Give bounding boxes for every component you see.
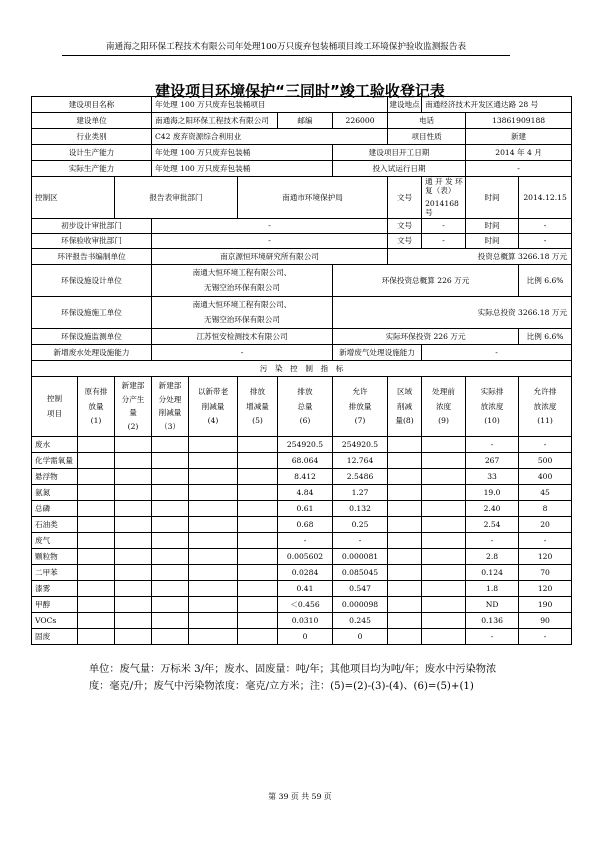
- cell-empty: [388, 436, 422, 452]
- label-prelim-time: 时间: [466, 218, 519, 233]
- cell-empty: [152, 516, 189, 532]
- cell-empty: [189, 564, 238, 580]
- label-location: 建设地点: [388, 97, 422, 113]
- cell-total: 0.68: [278, 516, 333, 532]
- col-header: 原有排 放量 (1): [78, 376, 115, 436]
- value-project-name: 年处理 100 万只废弃包装桶项目: [152, 97, 388, 113]
- label-facility-build-unit: 环保设施施工单位: [32, 296, 152, 328]
- label-accept-doc: 文号: [388, 233, 422, 248]
- value-facility-build-unit: [152, 296, 333, 328]
- label-design-capacity: 设计生产能力: [32, 145, 152, 161]
- cell-total: 0.005602: [278, 548, 333, 564]
- cell-empty: [388, 564, 422, 580]
- cell-empty: [422, 500, 466, 516]
- cell-empty: [115, 564, 152, 580]
- cell-empty: [115, 548, 152, 564]
- form-title: 建设项目环境保护“三同时”竣工验收登记表: [155, 82, 445, 100]
- cell-empty: [189, 468, 238, 484]
- cell-item: 化学需氧量: [32, 452, 78, 468]
- label-unit: 建设单位: [32, 113, 152, 129]
- cell-conc: -: [466, 628, 519, 644]
- cell-conc: 1.8: [466, 580, 519, 596]
- cell-empty: [238, 564, 278, 580]
- cell-limit: 500: [519, 452, 572, 468]
- label-trial-date: 投入试运行日期: [333, 161, 466, 177]
- notes-line2: 度：毫克/升；废气中污染物浓度：毫克/立方米；注：(5)=(2)-(3)-(4)、(6)=(5)+(1): [89, 681, 474, 692]
- cell-conc: -: [466, 532, 519, 548]
- cell-empty: [189, 580, 238, 596]
- cell-item: 石油类: [32, 516, 78, 532]
- pollutant-row: [32, 516, 572, 532]
- cell-item: 甲醇: [32, 596, 78, 612]
- doc-no-line2: 2014168 号: [425, 198, 459, 218]
- cell-empty: [78, 628, 115, 644]
- cell-empty: [238, 484, 278, 500]
- cell-empty: [388, 484, 422, 500]
- doc-no-line1: 通 开 发 环 复（表）: [425, 177, 463, 196]
- pollutant-row: [32, 580, 572, 596]
- cell-empty: [115, 452, 152, 468]
- cell-empty: [388, 452, 422, 468]
- cell-limit: -: [519, 436, 572, 452]
- cell-empty: [78, 564, 115, 580]
- cell-limit: 120: [519, 548, 572, 564]
- cell-empty: [78, 548, 115, 564]
- cell-item: 固废: [32, 628, 78, 644]
- cell-empty: [152, 484, 189, 500]
- page-header: 南通海之阳环保工程技术有限公司年处理100万只废弃包装桶项目竣工环境保护验收监测报告表: [62, 40, 510, 56]
- pollutant-row: [32, 612, 572, 628]
- pollution-header: 污 染 控 制 指 标: [32, 360, 572, 376]
- value-ratio-budget: 比例 6.6%: [519, 264, 572, 296]
- cell-allow: 0.132: [333, 500, 388, 516]
- cell-conc: 0.136: [466, 612, 519, 628]
- cell-conc: 2.54: [466, 516, 519, 532]
- cell-total: 0.61: [278, 500, 333, 516]
- cell-empty: [422, 436, 466, 452]
- cell-empty: [238, 532, 278, 548]
- value-ratio-actual: 比例 6.6%: [519, 328, 572, 344]
- pollutant-row: [32, 532, 572, 548]
- col-header: 区域 削减 量(8): [388, 376, 422, 436]
- label-phone: 电话: [388, 113, 466, 129]
- col-header: 控制 项目: [32, 376, 78, 436]
- cell-allow: 0.085045: [333, 564, 388, 580]
- cell-empty: [115, 500, 152, 516]
- value-unit: 南通海之阳环保工程技术有限公司: [152, 113, 278, 129]
- label-new-water: 新增废水处理设施能力: [32, 344, 152, 360]
- cell-item: 总磷: [32, 500, 78, 516]
- cell-limit: 190: [519, 596, 572, 612]
- label-report-dept: 报告表审批部门: [115, 177, 238, 219]
- value-accept-dept: -: [152, 233, 388, 248]
- cell-item: 废水: [32, 436, 78, 452]
- cell-empty: [238, 580, 278, 596]
- pollutant-row: [32, 484, 572, 500]
- label-prelim-dept: 初步设计审批部门: [32, 218, 152, 233]
- cell-item: 漆雾: [32, 580, 78, 596]
- cell-empty: [238, 548, 278, 564]
- cell-empty: [388, 468, 422, 484]
- value-postcode: 226000: [333, 113, 388, 129]
- col-header: 允许排 放浓度 (11): [519, 376, 572, 436]
- label-project-name: 建设项目名称: [32, 97, 152, 113]
- cell-allow: 254920.5: [333, 436, 388, 452]
- value-actual-env-invest: 实际环保投资 226 万元: [333, 328, 519, 344]
- cell-empty: [189, 452, 238, 468]
- cell-conc: 2.8: [466, 548, 519, 564]
- cell-limit: 45: [519, 484, 572, 500]
- cell-empty: [115, 628, 152, 644]
- label-eia-unit: 环评报告书编制单位: [32, 248, 152, 264]
- cell-empty: [152, 548, 189, 564]
- pollutant-row: [32, 564, 572, 580]
- cell-item: 氨氮: [32, 484, 78, 500]
- cell-empty: [78, 612, 115, 628]
- value-facility-design-unit: [152, 264, 333, 296]
- label-control-area: 控制区: [32, 177, 115, 219]
- col-header: 允许 排放量 (7): [333, 376, 388, 436]
- cell-item: 废气: [32, 532, 78, 548]
- cell-conc: 2.40: [466, 500, 519, 516]
- pollution-rows: [32, 436, 572, 644]
- cell-empty: [388, 612, 422, 628]
- value-report-dept: 南通市环境保护局: [238, 177, 388, 219]
- cell-allow: 0.245: [333, 612, 388, 628]
- value-location: 南通经济技术开发区通达路 28 号: [422, 97, 572, 113]
- label-accept-dept: 环保验收审批部门: [32, 233, 152, 248]
- unit-notes: [89, 661, 549, 695]
- cell-empty: [238, 596, 278, 612]
- cell-empty: [422, 596, 466, 612]
- notes-line1: 单位：废气量：万标米 3/年；废水、固废量：吨/年；其他项目均为吨/年；废水中污染物浓: [89, 664, 497, 675]
- cell-empty: [152, 564, 189, 580]
- cell-empty: [238, 452, 278, 468]
- cell-empty: [388, 516, 422, 532]
- value-new-gas: -: [422, 344, 572, 360]
- value-actual-invest: 实际总投资 3266.18 万元: [333, 296, 572, 328]
- cell-allow: 0.25: [333, 516, 388, 532]
- cell-empty: [152, 436, 189, 452]
- cell-empty: [422, 628, 466, 644]
- col-header: 新建部 分产生 量 (2): [115, 376, 152, 436]
- cell-empty: [422, 612, 466, 628]
- label-prelim-doc: 文号: [388, 218, 422, 233]
- pollutant-row: [32, 436, 572, 452]
- cell-total: 0.0284: [278, 564, 333, 580]
- col-header: 排放 增减量 (5): [238, 376, 278, 436]
- cell-empty: [422, 564, 466, 580]
- cell-empty: [238, 436, 278, 452]
- cell-allow: 0.000098: [333, 596, 388, 612]
- value-eia-unit: 南京源恒环境研究所有限公司: [152, 248, 388, 264]
- cell-limit: -: [519, 532, 572, 548]
- cell-empty: [388, 628, 422, 644]
- cell-limit: 90: [519, 612, 572, 628]
- cell-empty: [115, 580, 152, 596]
- cell-empty: [115, 596, 152, 612]
- value-design-capacity: 年处理 100 万只废弃包装桶: [152, 145, 333, 161]
- pollutant-row: [32, 628, 572, 644]
- value-prelim-time: -: [519, 218, 572, 233]
- cell-empty: [78, 532, 115, 548]
- cell-empty: [422, 532, 466, 548]
- cell-item: 悬浮物: [32, 468, 78, 484]
- cell-empty: [152, 596, 189, 612]
- cell-limit: 8: [519, 500, 572, 516]
- cell-empty: [78, 580, 115, 596]
- value-env-invest-budget: 环保投资总概算 226 万元: [333, 264, 519, 296]
- cell-empty: [152, 468, 189, 484]
- cell-total: 0.41: [278, 580, 333, 596]
- cell-empty: [78, 516, 115, 532]
- cell-limit: -: [519, 628, 572, 644]
- cell-empty: [189, 484, 238, 500]
- cell-empty: [78, 596, 115, 612]
- cell-empty: [115, 516, 152, 532]
- cell-conc: 33: [466, 468, 519, 484]
- col-header: 以新带老 削减量 (4): [189, 376, 238, 436]
- value-new-water: -: [152, 344, 333, 360]
- cell-total: 8.412: [278, 468, 333, 484]
- cell-empty: [189, 436, 238, 452]
- label-monitor-unit: 环保设施监测单位: [32, 328, 152, 344]
- cell-empty: [422, 516, 466, 532]
- cell-conc: 19.0: [466, 484, 519, 500]
- cell-empty: [189, 548, 238, 564]
- column-header-row: [32, 376, 572, 436]
- label-time: 时间: [466, 177, 519, 219]
- pollutant-row: [32, 468, 572, 484]
- build-unit-line2: 无锡空治环保有限公司: [204, 314, 280, 324]
- cell-allow: 2.5486: [333, 468, 388, 484]
- cell-limit: 400: [519, 468, 572, 484]
- pollutant-row: [32, 500, 572, 516]
- cell-empty: [152, 532, 189, 548]
- value-accept-doc: -: [422, 233, 466, 248]
- value-monitor-unit: 江苏恒安检测技术有限公司: [152, 328, 333, 344]
- cell-total: -: [278, 532, 333, 548]
- cell-allow: 0.547: [333, 580, 388, 596]
- registration-table: [31, 96, 572, 645]
- label-nature: 项目性质: [388, 129, 466, 145]
- cell-empty: [152, 628, 189, 644]
- label-industry: 行业类别: [32, 129, 152, 145]
- cell-allow: 0.000081: [333, 548, 388, 564]
- cell-empty: [189, 612, 238, 628]
- cell-empty: [189, 532, 238, 548]
- value-trial-date: -: [466, 161, 572, 177]
- cell-total: 0.0310: [278, 612, 333, 628]
- label-start-date: 建设项目开工日期: [333, 145, 466, 161]
- cell-empty: [115, 468, 152, 484]
- cell-empty: [189, 628, 238, 644]
- cell-allow: -: [333, 532, 388, 548]
- cell-empty: [238, 468, 278, 484]
- cell-total: 68.064: [278, 452, 333, 468]
- value-phone: 13861909188: [466, 113, 572, 129]
- cell-conc: 0.124: [466, 564, 519, 580]
- cell-item: VOCs: [32, 612, 78, 628]
- cell-empty: [422, 468, 466, 484]
- cell-empty: [238, 500, 278, 516]
- cell-empty: [78, 468, 115, 484]
- cell-empty: [238, 612, 278, 628]
- cell-empty: [388, 580, 422, 596]
- value-prelim-dept: -: [152, 218, 388, 233]
- label-new-gas: 新增废气处理设施能力: [333, 344, 422, 360]
- label-facility-design-unit: 环保设施设计单位: [32, 264, 152, 296]
- cell-empty: [388, 532, 422, 548]
- value-invest-budget: 投资总概算 3266.18 万元: [388, 248, 572, 264]
- cell-empty: [115, 436, 152, 452]
- pollutant-row: [32, 452, 572, 468]
- cell-conc: -: [466, 436, 519, 452]
- cell-empty: [152, 612, 189, 628]
- col-header: 实际排 放浓度 (10): [466, 376, 519, 436]
- cell-empty: [388, 500, 422, 516]
- col-header: 处理前 浓度 (9): [422, 376, 466, 436]
- cell-total: 254920.5: [278, 436, 333, 452]
- cell-empty: [238, 516, 278, 532]
- cell-empty: [115, 612, 152, 628]
- cell-empty: [388, 548, 422, 564]
- cell-total: 4.84: [278, 484, 333, 500]
- label-actual-capacity: 实际生产能力: [32, 161, 152, 177]
- value-time: 2014.12.15: [519, 177, 572, 219]
- cell-empty: [115, 484, 152, 500]
- cell-empty: [189, 516, 238, 532]
- col-header: 新建部 分处理 削减量 （3）: [152, 376, 189, 436]
- cell-empty: [78, 500, 115, 516]
- cell-empty: [115, 532, 152, 548]
- cell-item: 颗粒物: [32, 548, 78, 564]
- cell-conc: ND: [466, 596, 519, 612]
- cell-empty: [189, 596, 238, 612]
- cell-empty: [422, 484, 466, 500]
- pollutant-row: [32, 596, 572, 612]
- value-doc-no: [422, 177, 466, 219]
- col-header: 排放 总量 (6): [278, 376, 333, 436]
- label-accept-time: 时间: [466, 233, 519, 248]
- cell-empty: [238, 628, 278, 644]
- cell-item: 二甲苯: [32, 564, 78, 580]
- cell-empty: [388, 596, 422, 612]
- cell-empty: [189, 500, 238, 516]
- label-doc-no: 文号: [388, 177, 422, 219]
- value-prelim-doc: -: [422, 218, 466, 233]
- cell-empty: [152, 500, 189, 516]
- value-start-date: 2014 年 4 月: [466, 145, 572, 161]
- page-number: 第 39 页 共 59 页: [268, 792, 332, 801]
- cell-allow: 12.764: [333, 452, 388, 468]
- value-nature: 新建: [466, 129, 572, 145]
- cell-conc: 267: [466, 452, 519, 468]
- cell-empty: [422, 452, 466, 468]
- build-unit-line1: 南通大恒环境工程有限公司、: [192, 300, 292, 310]
- value-industry: C42 废弃资源综合利用业: [152, 129, 388, 145]
- cell-limit: 20: [519, 516, 572, 532]
- cell-allow: 1.27: [333, 484, 388, 500]
- cell-empty: [152, 580, 189, 596]
- value-accept-time: -: [519, 233, 572, 248]
- cell-empty: [152, 452, 189, 468]
- cell-empty: [422, 580, 466, 596]
- cell-total: ＜0.456: [278, 596, 333, 612]
- cell-empty: [78, 484, 115, 500]
- cell-total: 0: [278, 628, 333, 644]
- cell-limit: 120: [519, 580, 572, 596]
- label-postcode: 邮编: [278, 113, 333, 129]
- cell-allow: 0: [333, 628, 388, 644]
- design-unit-line1: 南通大恒环境工程有限公司、: [192, 268, 292, 278]
- value-actual-capacity: 年处理 100 万只废弃包装桶: [152, 161, 333, 177]
- design-unit-line2: 无锡空治环保有限公司: [204, 282, 280, 292]
- cell-empty: [78, 436, 115, 452]
- pollutant-row: [32, 548, 572, 564]
- cell-empty: [422, 548, 466, 564]
- cell-empty: [78, 452, 115, 468]
- cell-limit: 70: [519, 564, 572, 580]
